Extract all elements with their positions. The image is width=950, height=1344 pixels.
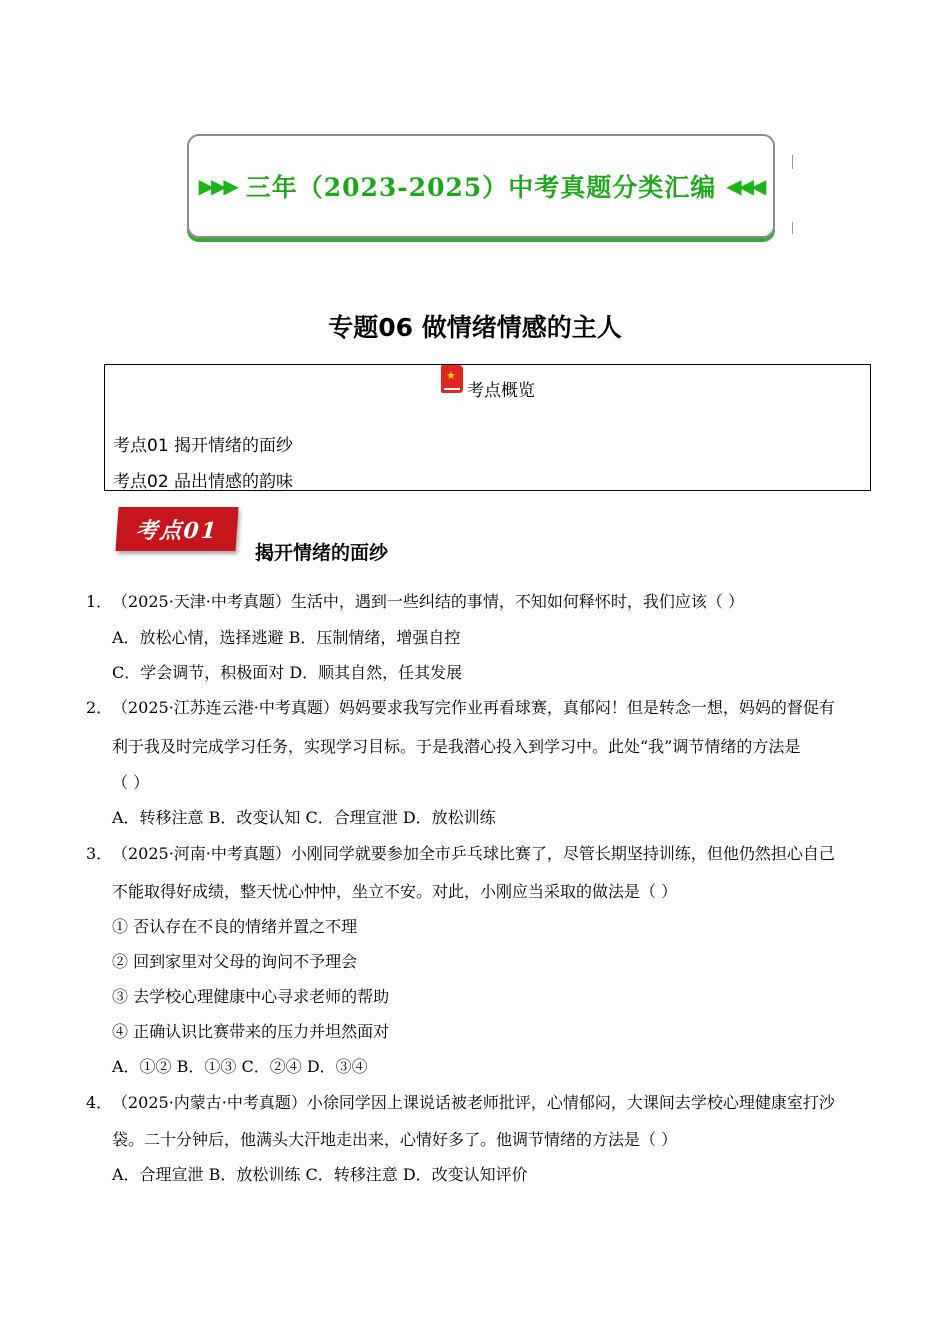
section-title: 揭开情绪的面纱 (255, 542, 389, 564)
title-banner (187, 134, 775, 238)
banner-edge-mark (792, 155, 793, 169)
question-option: ① 否认存在不良的情绪并置之不理 (112, 917, 358, 936)
overview-item: 考点01 揭开情绪的面纱 (113, 436, 294, 456)
banner-edge-mark (792, 222, 793, 234)
question-text: 袋。二十分钟后，他满头大汗地走出来，心情好多了。他调节情绪的方法是（ ） (112, 1130, 678, 1149)
question-option: A．放松心情，选择逃避 B．压制情绪，增强自控 (112, 628, 461, 647)
section-badge-text: 考点01 (134, 517, 220, 544)
overview-box (104, 364, 871, 491)
banner-text: 三年（2023-2025）中考真题分类汇编 (245, 173, 717, 202)
question-option: A．转移注意 B．改变认知 C．合理宣泄 D．放松训练 (112, 808, 496, 827)
right-arrows-icon: ▶▶▶ (198, 174, 236, 198)
question-text: 利于我及时完成学习任务，实现学习目标。于是我潜心投入到学习中。此处“我”调节情绪的方法是 (112, 737, 801, 756)
question-number: 2． (86, 698, 113, 717)
question-option: ③ 去学校心理健康中心寻求老师的帮助 (112, 987, 390, 1006)
question-number: 3． (86, 844, 113, 863)
question-text: （ ） (112, 773, 150, 792)
question-text: （2025·江苏连云港·中考真题）妈妈要求我写完作业再看球赛，真郁闷！但是转念一想，妈妈的督促有 (112, 698, 835, 717)
question-option: A．合理宣泄 B．放松训练 C．转移注意 D．改变认知评价 (112, 1165, 528, 1184)
section-badge (115, 507, 238, 551)
question-text: （2025·内蒙古·中考真题）小徐同学因上课说话被老师批评，心情郁闷，大课间去学校心理健康室打沙 (112, 1093, 835, 1112)
book-icon: ★ (441, 365, 463, 393)
overview-item: 考点02 品出情感的韵味 (113, 472, 294, 492)
question-number: 1． (86, 592, 113, 611)
question-option: A．①② B．①③ C．②④ D．③④ (112, 1057, 368, 1076)
question-text: （2025·河南·中考真题）小刚同学就要参加全市乒乓球比赛了，尽管长期坚持训练，但他仍然担心自己 (112, 844, 835, 863)
question-text: （2025·天津·中考真题）生活中，遇到一些纠结的事情，不知如何释怀时，我们应该（ ） (112, 592, 744, 611)
question-text: 不能取得好成绩，整天忧心忡忡，坐立不安。对此，小刚应当采取的做法是（ ） (112, 882, 678, 901)
question-option: C．学会调节，积极面对 D．顺其自然，任其发展 (112, 663, 463, 682)
question-option: ④ 正确认识比赛带来的压力并坦然面对 (112, 1022, 390, 1041)
page-title: 专题06 做情绪情感的主人 (328, 313, 622, 342)
overview-title: 考点概览 (467, 381, 535, 401)
left-arrows-icon: ◀◀◀ (726, 174, 764, 198)
question-number: 4． (86, 1093, 113, 1112)
overview-header (441, 365, 535, 401)
question-option: ② 回到家里对父母的询问不予理会 (112, 952, 358, 971)
